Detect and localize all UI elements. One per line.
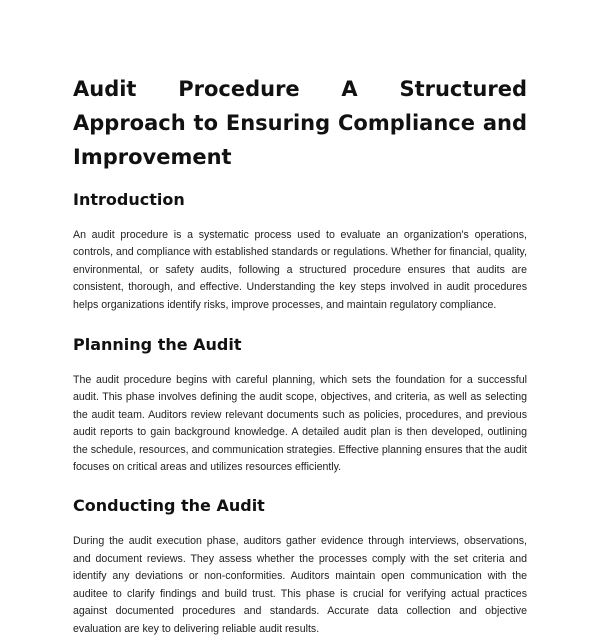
section-heading-conducting: Conducting the Audit <box>73 496 265 516</box>
section-body-planning: The audit procedure begins with careful planning, which sets the foundation for a successful audit. This phase involves defining the audit scope, objectives, and criteria, as well as selecting the audit team. Auditors review relevant documents such as policies, procedures, and previous audit reports to gain background knowledge. A detailed audit plan is then developed, outlining the schedule, resources, and communication strategies. Effective planning ensures that the audit focuses on critical areas and utilizes resources efficiently. <box>73 374 527 474</box>
section-heading-introduction: Introduction <box>73 190 185 209</box>
section-heading-planning: Planning the Audit <box>73 335 242 355</box>
document-page <box>73 72 527 638</box>
section-body-conducting: During the audit execution phase, auditors gather evidence through interviews, observations, and document reviews. They assess whether the processes comply with the set criteria and identify any deviations or non-conformities. Auditors maintain open communication with the auditee to clarify findings and build trust. This phase is crucial for verifying actual practices against documented procedures and standards. Accurate data collection and objective evaluation are key to delivering reliable audit results. <box>73 535 527 635</box>
section-body-introduction: An audit procedure is a systematic process used to evaluate an organization's operations, controls, and compliance with established standards or regulations. Whether for financial, quality, environmental, or safety audits, following a structured procedure ensures that audits are consistent, thorough, and effective. Understanding the key steps involved in audit procedures helps organizations identify risks, improve processes, and maintain regulatory compliance. <box>73 229 527 311</box>
document-title: Audit Procedure A Structured Approach to Ensuring Compliance and Improvement <box>73 77 527 169</box>
